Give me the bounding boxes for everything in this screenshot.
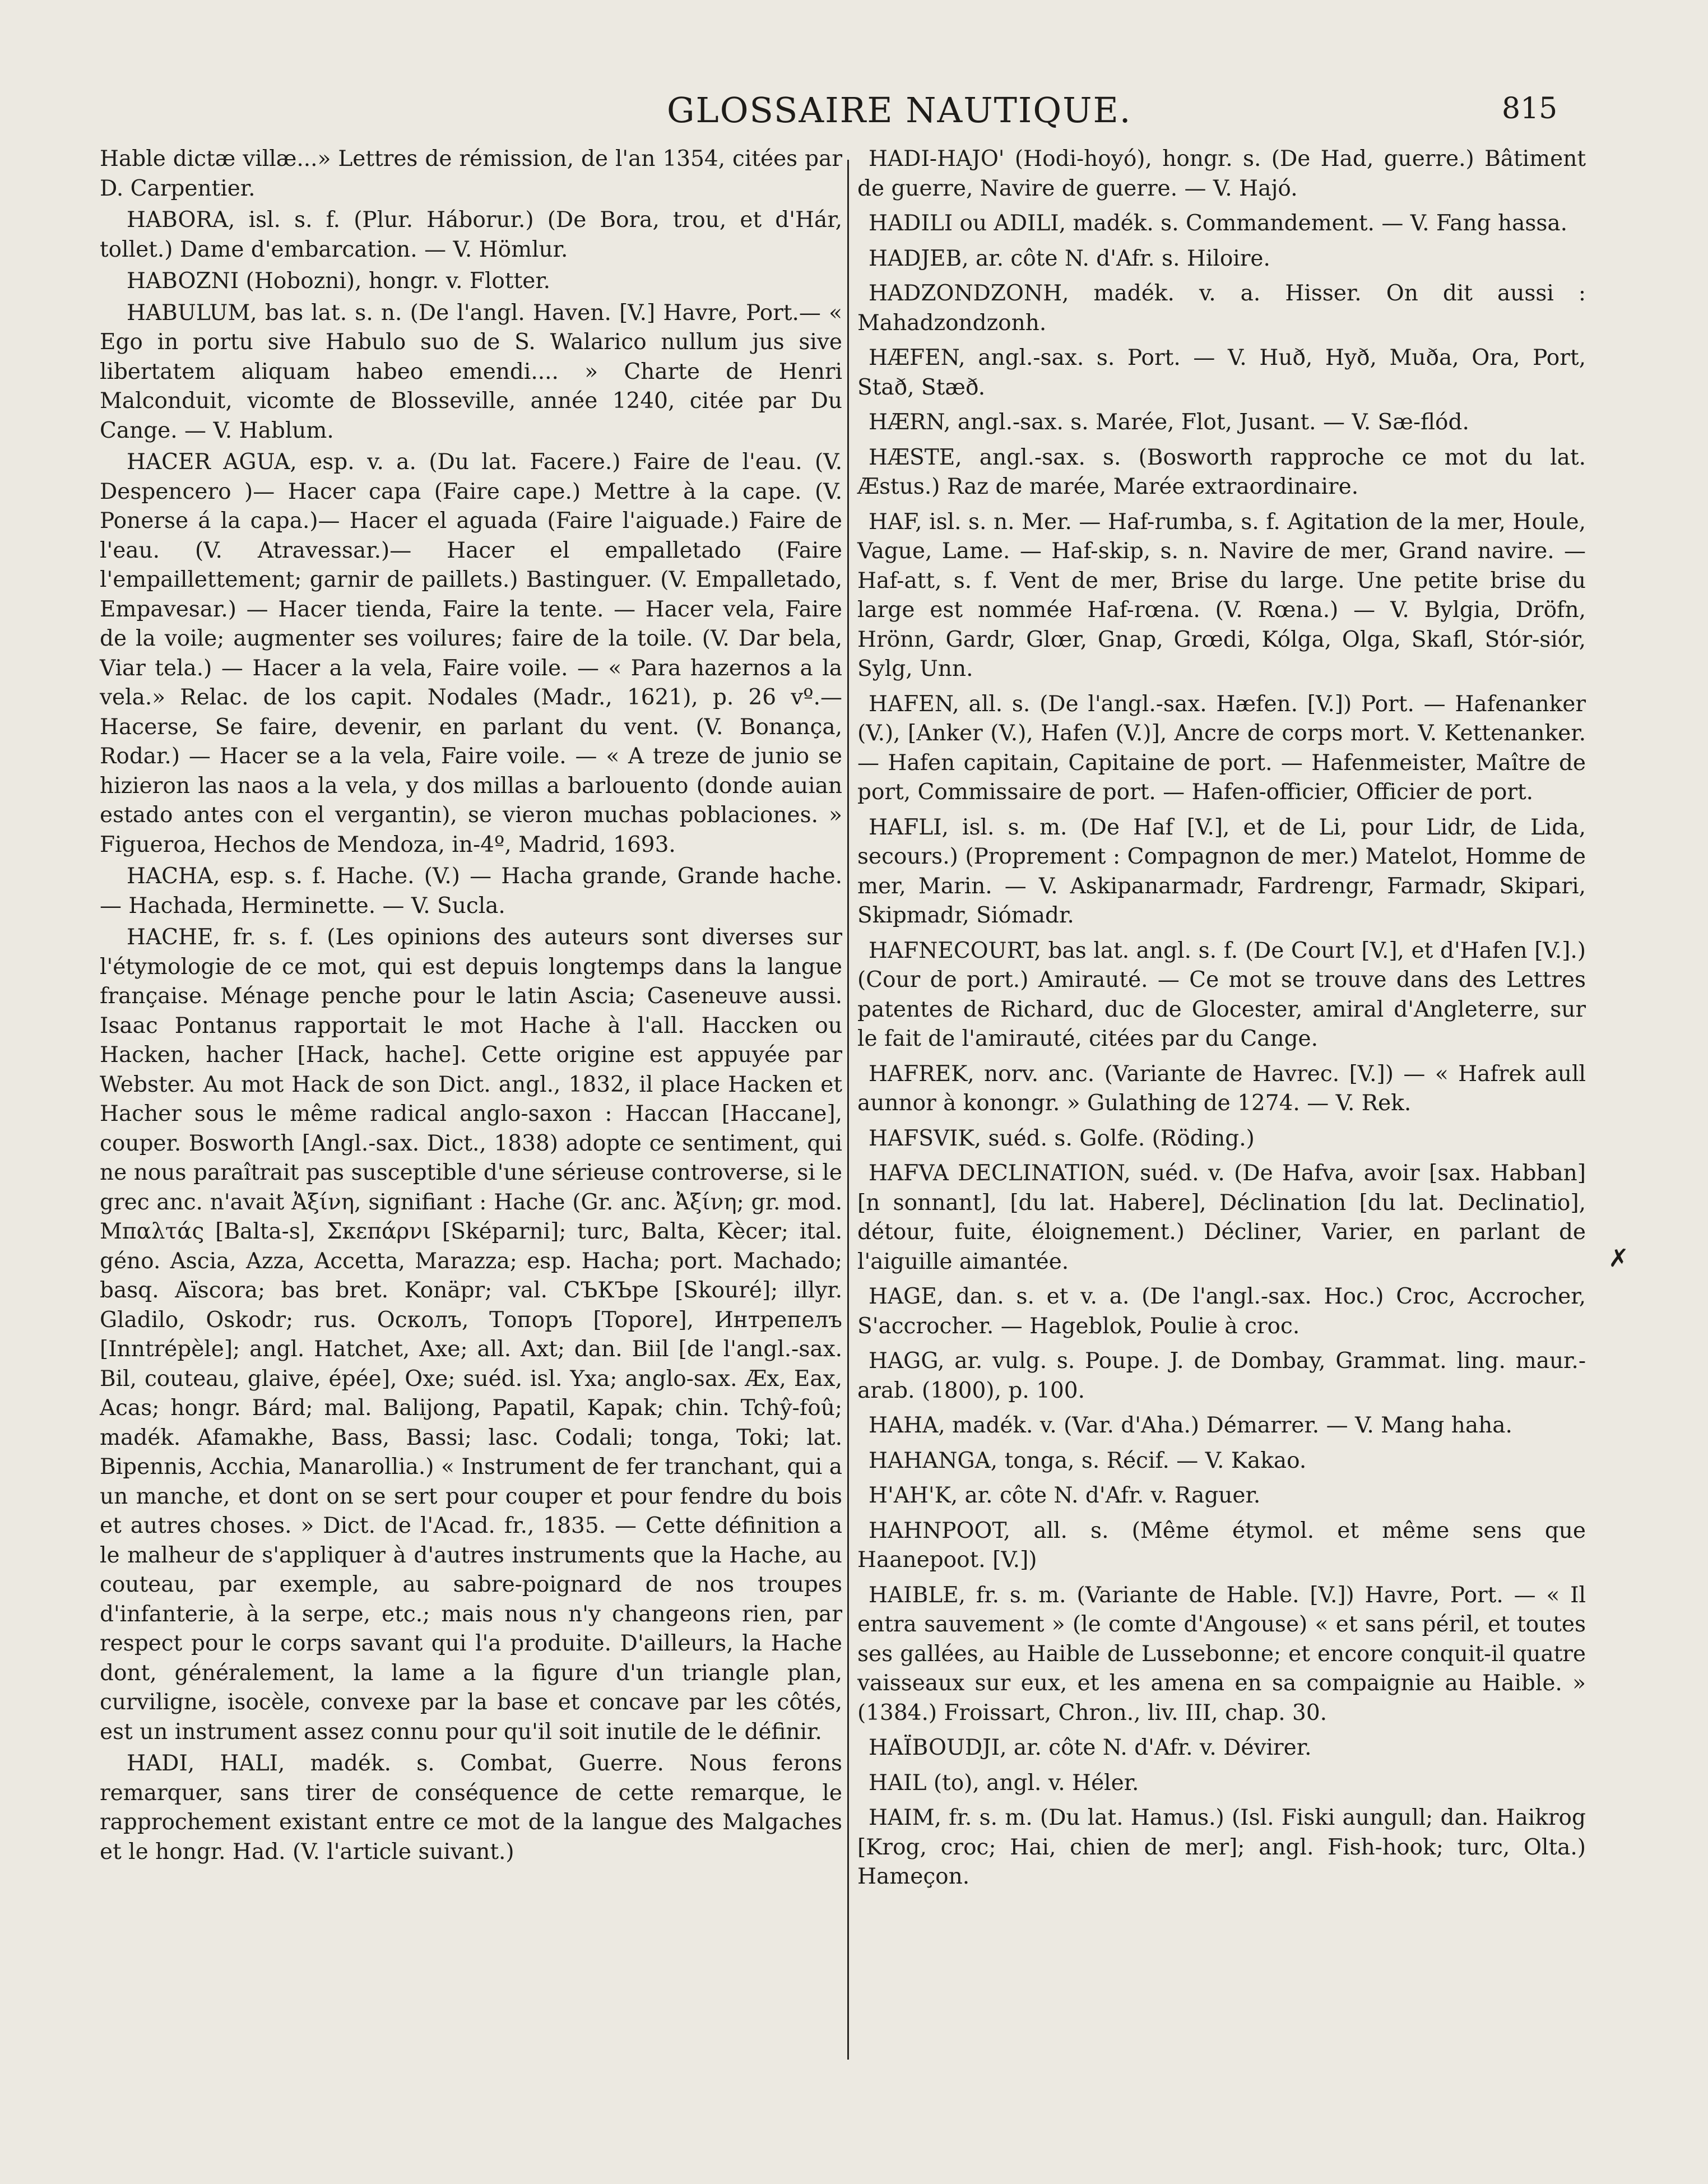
entry-haiboudji: HAÏBOUDJI, ar. côte N. d'Afr. v. Dévirer. <box>869 1735 1312 1760</box>
entry-hadzondzonh: HADZONDZONH, madék. v. a. Hisser. On dit aussi : Mahadzondzonh. <box>857 281 1586 336</box>
left-column <box>100 145 842 1869</box>
entry-hagg: HAGG, ar. vulg. s. Poupe. J. de Dombay, Grammat. ling. maur.-arab. (1800), p. 100. <box>857 1348 1586 1403</box>
entry-hahk: H'AH'K, ar. côte N. d'Afr. v. Raguer. <box>869 1483 1261 1508</box>
entry-hacer-agua: HACER AGUA, esp. v. a. (Du lat. Facere.) Faire de l'eau. (V. Despencero )— Hacer capa (Faire cape.) Mettre à la cape. (V. Ponerse á la capa.)— Hacer el aguada (Faire l'aiguade.) Faire de l'eau. (V. Atravessar.)— Hacer el empalletado (Faire l'empaillettement; garnir de paillets.) Bastinguer. (V. Empalletado, Empavesar.) — Hacer tienda, Faire la tente. — Hacer vela, Faire de la voile; augmenter ses voilures; faire de la toile. (V. Dar bela, Viar tela.) — Hacer a la vela, Faire voile. — « Para hazernos a la vela.» Relac. de los capit. Nodales (Madr., 1621), p. 26 vº.— Hacerse, Se faire, devenir, en parlant du vent. (V. Bonança, Rodar.) — Hacer se a la vela, Faire voile. — « A treze de junio se hizieron las naos a la vela, y dos millas a barlouento (donde auian estado antes con el vergantin), se vieron muchas poblaciones. » Figueroa, Hechos de Mendoza, in-4º, Madrid, 1693. <box>100 449 842 857</box>
column-divider <box>847 160 849 2060</box>
entry-hafnecourt: HAFNECOURT, bas lat. angl. s. f. (De Court [V.], et d'Hafen [V.].) (Cour de port.) Amirauté. — Ce mot se trouve dans des Lettres patentes de Richard, duc de Glocester, amiral d'Angleterre, sur le fait de l'amirauté, citées par du Cange. <box>857 938 1586 1051</box>
entry-hache: HACHE, fr. s. f. (Les opinions des auteurs sont diverses sur l'étymologie de ce mot, qui est depuis longtemps dans la langue française. Ménage penche pour le latin Ascia; Caseneuve aussi. Isaac Pontanus rapportait le mot Hache à l'all. Haccken ou Hacken, hacher [Hack, hache]. Cette origine est appuyée par Webster. Au mot Hack de son Dict. angl., 1832, il place Hacken et Hacher sous le même radical anglo-saxon : Haccan [Haccane], couper. Bosworth [Angl.-sax. Dict., 1838) adopte ce sentiment, qui ne nous paraîtrait pas susceptible d'une sérieuse controverse, si le grec anc. n'avait Ἀξίνη, signifiant : Hache (Gr. anc. Ἀξίνη; gr. mod. Μπαλτάς [Balta-s], Σκεπάρνι [Sképarni]; turc, Balta, Kècer; ital. géno. Ascia, Azza, Accetta, Marazza; esp. Hacha; port. Machado; basq. Aïscora; bas bret. Konäpr; val. СЪКЪре [Skouré]; illyr. Gladilo, Oskodr; rus. Осколъ, Топоръ [Topore], Интрепелъ [Inntrépèle]; angl. Hatchet, Axe; all. Axt; dan. Biil [de l'angl.-sax. Bil, couteau, glaive, épée], Oxe; suéd. isl. Yxa; anglo-sax. Æx, Eax, Acas; hongr. Bárd; mal. Balijong, Papatil, Kapak; chin. Tchŷ-foû; madék. Afamakhe, Bass, Bassi; lasc. Codali; tonga, Toki; lat. Bipennis, Acchia, Manarollia.) « Instrument de fer tranchant, qui a un manche, et dont on se sert pour couper et pour fendre du bois et autres choses. » Dict. de l'Acad. fr., 1835. — Cette définition a le malheur de s'appliquer à d'autres instruments que la Hache, au couteau, par exemple, au sabre-poignard de nos troupes d'infanterie, à la serpe, etc.; mais nous n'y changeons rien, par respect pour le corps savant qui l'a produite. D'ailleurs, la Hache dont, généralement, la lame a la figure d'un triangle plan, curviligne, isocèle, convexe par la base et concave par les côtés, est un instrument assez connu pour qu'il soit inutile de le définir. <box>100 925 842 1745</box>
entry-haf: HAF, isl. s. n. Mer. — Haf-rumba, s. f. Agitation de la mer, Houle, Vague, Lame. — Haf-skip, s. n. Navire de mer, Grand navire. — Haf-att, s. f. Vent de mer, Brise du large. Une petite brise du large est nommée Haf-rœna. (V. Rœna.) — V. Bylgia, Dröfn, Hrönn, Gardr, Glœr, Gnap, Grœdi, Kólga, Olga, Skafl, Stór-siór, Sylg, Unn. <box>857 509 1586 681</box>
entry-haible: HAIBLE, fr. s. m. (Variante de Hable. [V.]) Havre, Port. — « Il entra sauvement » (le comte d'Angouse) « et sans péril, et toutes ses gallées, au Haible de Lussebonne; et encore conquit-il quatre vaisseaux sur eux, et les amena en sa compaignie au Haible. » (1384.) Froissart, Chron., liv. III, chap. 30. <box>857 1582 1586 1726</box>
entry-haern: HÆRN, angl.-sax. s. Marée, Flot, Jusant. — V. Sæ-flód. <box>869 410 1469 435</box>
page-title: GLOSSAIRE NAUTIQUE. <box>667 90 1132 131</box>
page-number: 815 <box>1502 92 1558 126</box>
entry-hafen: HAFEN, all. s. (De l'angl.-sax. Hæfen. [V.]) Port. — Hafenanker (V.), [Anker (V.), Hafen (V.)], Ancre de corps mort. V. Kettenanker. — Hafen capitain, Capitaine de port. — Hafenmeister, Maître de port, Commissaire de port. — Hafen-officier, Officier de port. <box>857 691 1586 805</box>
entry-hadili: HADILI ou ADILI, madék. s. Commandement. — V. Fang hassa. <box>869 211 1568 236</box>
entry-haefen: HÆFEN, angl.-sax. s. Port. — V. Huð, Hyð, Muða, Ora, Port, Stað, Stæð. <box>857 345 1586 400</box>
entry-hafrek: HAFREK, norv. anc. (Variante de Havrec. [V.]) — « Hafrek aull aunnor à konongr. » Gulathing de 1274. — V. Rek. <box>857 1061 1586 1116</box>
entry-habozni: HABOZNI (Hobozni), hongr. v. Flotter. <box>127 268 551 294</box>
entry-hage: HAGE, dan. s. et v. a. (De l'angl.-sax. Hoc.) Croc, Accrocher, S'accrocher. — Hageblok, Poulie à croc. <box>857 1284 1586 1339</box>
right-column <box>857 145 1586 1898</box>
entry-haim: HAIM, fr. s. m. (Du lat. Hamus.) (Isl. Fiski aungull; dan. Haikrog [Krog, croc; Hai, chien de mer]; angl. Fish-hook; turc, Olta.) Hameçon. <box>857 1805 1586 1889</box>
entry-hadi-hali: HADI, HALI, madék. s. Combat, Guerre. Nous ferons remarquer, sans tirer de conséquence de cette remarque, le rapprochement existant entre ce mot de la langue des Malgaches et le hongr. Had. (V. l'article suivant.) <box>100 1751 842 1865</box>
entry-hahanga: HAHANGA, tonga, s. Récif. — V. Kakao. <box>869 1448 1307 1473</box>
entry-hahnpoot: HAHNPOOT, all. s. (Même étymol. et même sens que Haanepoot. [V.]) <box>857 1518 1586 1573</box>
entry-hail: HAIL (to), angl. v. Héler. <box>869 1770 1139 1796</box>
entry-hafsvik: HAFSVIK, suéd. s. Golfe. (Röding.) <box>869 1125 1255 1151</box>
entry-hacha: HACHA, esp. s. f. Hache. (V.) — Hacha grande, Grande hache. — Hachada, Herminette. — V. Sucla. <box>100 864 842 919</box>
entry-haha: HAHA, madék. v. (Var. d'Aha.) Démarrer. — V. Mang haha. <box>869 1413 1512 1438</box>
entry-hable-continued: Hable dictæ villæ...» Lettres de rémission, de l'an 1354, citées par D. Carpentier. <box>100 146 842 201</box>
entry-hafva-declination: HAFVA DECLINATION, suéd. v. (De Hafva, avoir [sax. Habban] [n sonnant], [du lat. Habere], Déclination [du lat. Declinatio], détour, fuite, éloignement.) Décliner, Varier, en parlant de l'aiguille aimantée. <box>857 1161 1586 1274</box>
entry-habora: HABORA, isl. s. f. (Plur. Háborur.) (De Bora, trou, et d'Hár, tollet.) Dame d'embarcation. — V. Hömlur. <box>100 207 842 262</box>
margin-mark-icon: ✗ <box>1608 1244 1629 1273</box>
entry-hadi-hajo: HADI-HAJO' (Hodi-hoyó), hongr. s. (De Had, guerre.) Bâtiment de guerre, Navire de guerre. — V. Hajó. <box>857 146 1586 201</box>
entry-haeste: HÆSTE, angl.-sax. s. (Bosworth rapproche ce mot du lat. Æstus.) Raz de marée, Marée extraordinaire. <box>857 444 1586 499</box>
entry-habulum: HABULUM, bas lat. s. n. (De l'angl. Haven. [V.] Havre, Port.— « Ego in portu sive Habulo suo de S. Walarico nullum jus sive libertatem aliquam habeo emendi.... » Charte de Henri Malconduit, vicomte de Blosseville, année 1240, citée par Du Cange. — V. Hablum. <box>100 300 842 443</box>
entry-hadjeb: HADJEB, ar. côte N. d'Afr. s. Hiloire. <box>869 245 1270 271</box>
entry-hafli: HAFLI, isl. s. m. (De Haf [V.], et de Li, pour Lidr, de Lida, secours.) (Proprement : Compagnon de mer.) Matelot, Homme de mer, Marin. — V. Askipanarmadr, Fardrengr, Farmadr, Skipari, Skipmadr, Siómadr. <box>857 814 1586 928</box>
running-header <box>0 84 1708 135</box>
